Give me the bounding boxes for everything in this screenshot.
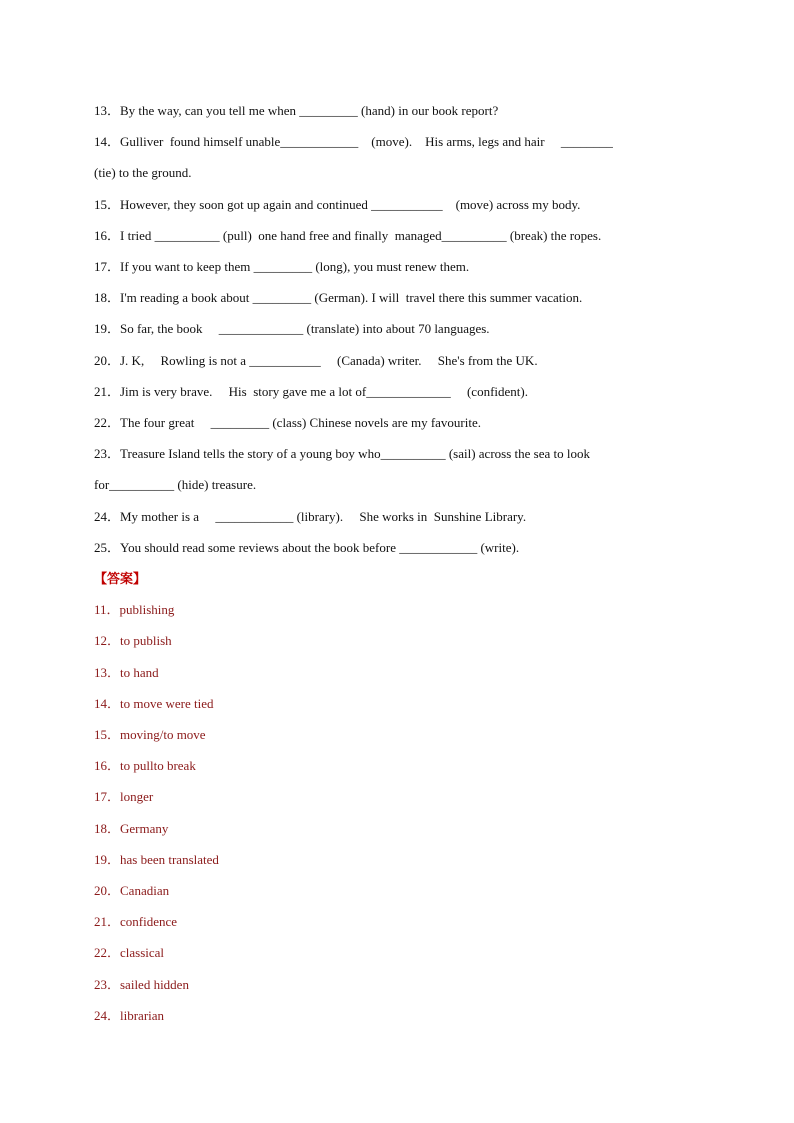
answer-heading: 【答案】 — [94, 571, 147, 586]
question-21: 21．Jim is very brave. His story gave me a lot of_____________ (confident). — [94, 384, 528, 399]
question-23: 23．Treasure Island tells the story of a young boy who__________ (sail) across the sea to look — [94, 446, 590, 461]
answer-17: 17．longer — [94, 789, 154, 804]
answer-24: 24．librarian — [94, 1008, 165, 1023]
question-23-cont: for__________ (hide) treasure. — [94, 477, 257, 492]
answer-22: 22．classical — [94, 945, 165, 960]
answer-21: 21．confidence — [94, 914, 178, 929]
question-14: 14．Gulliver found himself unable____________ (move). His arms, legs and hair ________ — [94, 134, 613, 149]
answer-16: 16．to pullto break — [94, 758, 196, 773]
answer-11: 11．publishing — [94, 602, 175, 617]
question-25: 25．You should read some reviews about the book before ____________ (write). — [94, 540, 520, 555]
question-18: 18．I'm reading a book about _________ (German). I will travel there this summer vacation. — [94, 290, 583, 305]
answer-19: 19．has been translated — [94, 852, 219, 867]
answer-14: 14．to move were tied — [94, 696, 214, 711]
question-20: 20．J. K, Rowling is not a ___________ (Canada) writer. She's from the UK. — [94, 353, 538, 368]
answer-23: 23．sailed hidden — [94, 977, 189, 992]
question-22: 22．The four great _________ (class) Chinese novels are my favourite. — [94, 415, 482, 430]
question-24: 24．My mother is a ____________ (library). She works in Sunshine Library. — [94, 509, 527, 524]
answer-13: 13．to hand — [94, 665, 159, 680]
answer-18: 18．Germany — [94, 821, 169, 836]
question-16: 16．I tried __________ (pull) one hand free and finally managed__________ (break) the ropes. — [94, 228, 602, 243]
answer-12: 12．to publish — [94, 633, 172, 648]
question-14-cont: (tie) to the ground. — [94, 165, 192, 180]
question-13: 13．By the way, can you tell me when _________ (hand) in our book report? — [94, 103, 499, 118]
question-17: 17．If you want to keep them _________ (long), you must renew them. — [94, 259, 470, 274]
answer-15: 15．moving/to move — [94, 727, 206, 742]
question-15: 15．However, they soon got up again and continued ___________ (move) across my body. — [94, 197, 581, 212]
answer-20: 20．Canadian — [94, 883, 170, 898]
question-19: 19．So far, the book _____________ (translate) into about 70 languages. — [94, 321, 490, 336]
